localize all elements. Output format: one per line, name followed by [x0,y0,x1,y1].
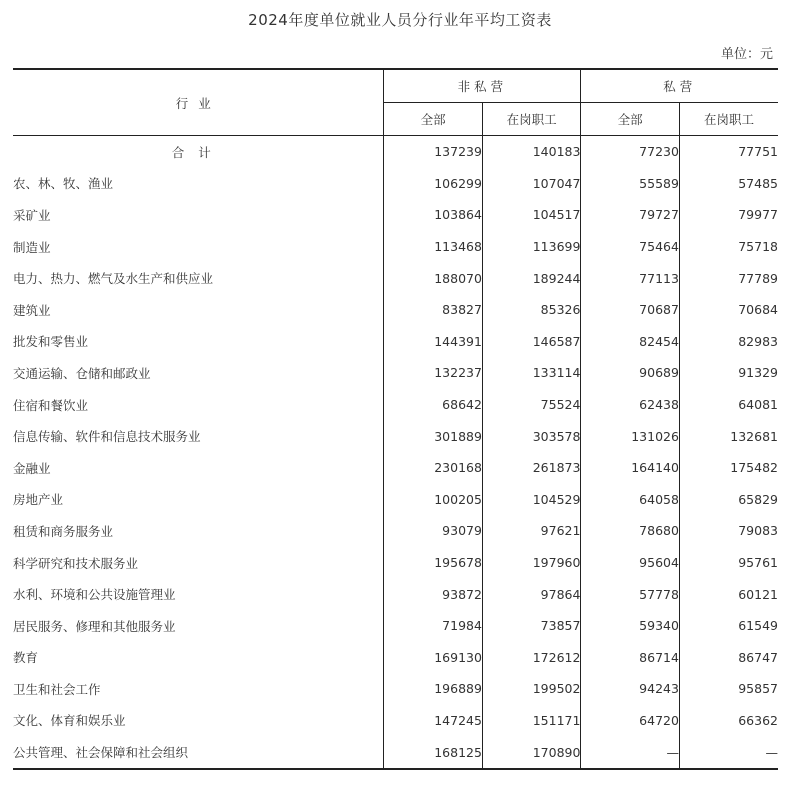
non-private-all-cell: 93079 [384,515,483,547]
table-row [13,515,778,547]
table-body [13,136,778,769]
private-on-post-cell: 57485 [679,168,778,200]
private-on-post-cell: 75718 [679,231,778,263]
header-non-private-all: 全部 [384,103,483,136]
non-private-all-cell: 195678 [384,547,483,579]
industry-cell: 电力、热力、燃气及水生产和供应业 [13,271,214,287]
private-on-post-cell: 60121 [679,578,778,610]
non-private-on-post-cell: 199502 [482,673,581,705]
non-private-on-post-cell: 140183 [482,136,581,168]
private-on-post-cell: 82983 [679,326,778,358]
non-private-all-cell: 106299 [384,168,483,200]
industry-cell: 信息传输、软件和信息技术服务业 [13,429,201,445]
header-non-private: 非私营 [384,69,581,103]
non-private-all-cell: 188070 [384,262,483,294]
private-all-cell: 55589 [581,168,680,200]
private-on-post-cell: 70684 [679,294,778,326]
header-non-private-on-post: 在岗职工 [482,103,581,136]
header-row-group [13,69,778,103]
private-on-post-cell: 77789 [679,262,778,294]
private-all-cell: 79727 [581,199,680,231]
industry-cell: 科学研究和技术服务业 [13,555,139,571]
industry-cell: 交通运输、仓储和邮政业 [13,365,151,381]
salary-table [13,68,778,770]
private-all-cell: 64720 [581,705,680,737]
non-private-on-post-cell: 146587 [482,326,581,358]
non-private-on-post-cell: 197960 [482,547,581,579]
non-private-all-cell: 83827 [384,294,483,326]
table-row [13,705,778,737]
non-private-on-post-cell: 261873 [482,452,581,484]
non-private-all-cell: 169130 [384,642,483,674]
non-private-all-cell: 103864 [384,199,483,231]
table-row [13,452,778,484]
industry-cell: 公共管理、社会保障和社会组织 [13,745,189,761]
private-on-post-cell: 95857 [679,673,778,705]
non-private-all-cell: 71984 [384,610,483,642]
private-all-cell: 62438 [581,389,680,421]
private-on-post-cell: 91329 [679,357,778,389]
private-on-post-cell: 175482 [679,452,778,484]
non-private-all-cell: 144391 [384,326,483,358]
industry-cell: 建筑业 [13,302,51,318]
private-all-cell: 164140 [581,452,680,484]
non-private-all-cell: 100205 [384,484,483,516]
industry-cell: 合计 [171,144,225,160]
table-row [13,389,778,421]
non-private-all-cell: 137239 [384,136,483,168]
non-private-all-cell: 230168 [384,452,483,484]
table-row [13,673,778,705]
private-all-cell: 94243 [581,673,680,705]
private-all-cell: 57778 [581,578,680,610]
non-private-all-cell: 132237 [384,357,483,389]
industry-cell: 租赁和商务服务业 [13,523,114,539]
private-on-post-cell: 79083 [679,515,778,547]
private-on-post-cell: 65829 [679,484,778,516]
non-private-all-cell: 301889 [384,420,483,452]
table-row [13,420,778,452]
industry-cell: 房地产业 [13,492,64,508]
table-row [13,199,778,231]
non-private-on-post-cell: 172612 [482,642,581,674]
private-on-post-cell: 61549 [679,610,778,642]
private-all-cell: 131026 [581,420,680,452]
non-private-on-post-cell: 75524 [482,389,581,421]
non-private-on-post-cell: 73857 [482,610,581,642]
industry-cell: 居民服务、修理和其他服务业 [13,618,176,634]
non-private-all-cell: 196889 [384,673,483,705]
industry-cell: 采矿业 [13,207,51,223]
private-on-post-cell: — [679,736,778,769]
table-row [13,610,778,642]
table-row-total [13,136,778,168]
non-private-all-cell: 147245 [384,705,483,737]
private-all-cell: 59340 [581,610,680,642]
private-all-cell: 64058 [581,484,680,516]
non-private-on-post-cell: 303578 [482,420,581,452]
private-all-cell: 90689 [581,357,680,389]
non-private-on-post-cell: 133114 [482,357,581,389]
private-on-post-cell: 79977 [679,199,778,231]
non-private-all-cell: 93872 [384,578,483,610]
table-row [13,484,778,516]
non-private-all-cell: 68642 [384,389,483,421]
header-private-all: 全部 [581,103,680,136]
private-all-cell: 77113 [581,262,680,294]
non-private-on-post-cell: 151171 [482,705,581,737]
non-private-on-post-cell: 104517 [482,199,581,231]
header-private-on-post: 在岗职工 [679,103,778,136]
private-all-cell: 70687 [581,294,680,326]
non-private-on-post-cell: 97621 [482,515,581,547]
table-row [13,262,778,294]
table-row [13,294,778,326]
industry-cell: 水利、环境和公共设施管理业 [13,587,176,603]
industry-cell: 农、林、牧、渔业 [13,176,114,192]
industry-cell: 卫生和社会工作 [13,681,101,697]
page-title: 2024年度单位就业人员分行业年平均工资表 [248,11,552,29]
header-private: 私营 [581,69,778,103]
private-all-cell: 95604 [581,547,680,579]
table-row [13,642,778,674]
private-on-post-cell: 86747 [679,642,778,674]
private-all-cell: 82454 [581,326,680,358]
private-on-post-cell: 132681 [679,420,778,452]
industry-cell: 批发和零售业 [13,334,89,350]
non-private-all-cell: 168125 [384,736,483,769]
table-row [13,168,778,200]
private-all-cell: 78680 [581,515,680,547]
table-row [13,547,778,579]
private-all-cell: 75464 [581,231,680,263]
non-private-on-post-cell: 113699 [482,231,581,263]
private-all-cell: 86714 [581,642,680,674]
non-private-on-post-cell: 97864 [482,578,581,610]
table-row [13,231,778,263]
industry-cell: 住宿和餐饮业 [13,397,89,413]
industry-cell: 文化、体育和娱乐业 [13,713,126,729]
private-on-post-cell: 66362 [679,705,778,737]
table-row [13,326,778,358]
industry-cell: 制造业 [13,239,51,255]
industry-cell: 教育 [13,650,39,666]
table-row [13,578,778,610]
unit-label: 单位：元 [720,47,773,62]
private-on-post-cell: 95761 [679,547,778,579]
header-industry: 行业 [175,95,221,111]
non-private-on-post-cell: 85326 [482,294,581,326]
private-on-post-cell: 64081 [679,389,778,421]
private-all-cell: 77230 [581,136,680,168]
private-on-post-cell: 77751 [679,136,778,168]
non-private-on-post-cell: 170890 [482,736,581,769]
private-all-cell: — [581,736,680,769]
table-row [13,736,778,769]
non-private-all-cell: 113468 [384,231,483,263]
non-private-on-post-cell: 107047 [482,168,581,200]
non-private-on-post-cell: 104529 [482,484,581,516]
industry-cell: 金融业 [13,460,51,476]
non-private-on-post-cell: 189244 [482,262,581,294]
table-row [13,357,778,389]
